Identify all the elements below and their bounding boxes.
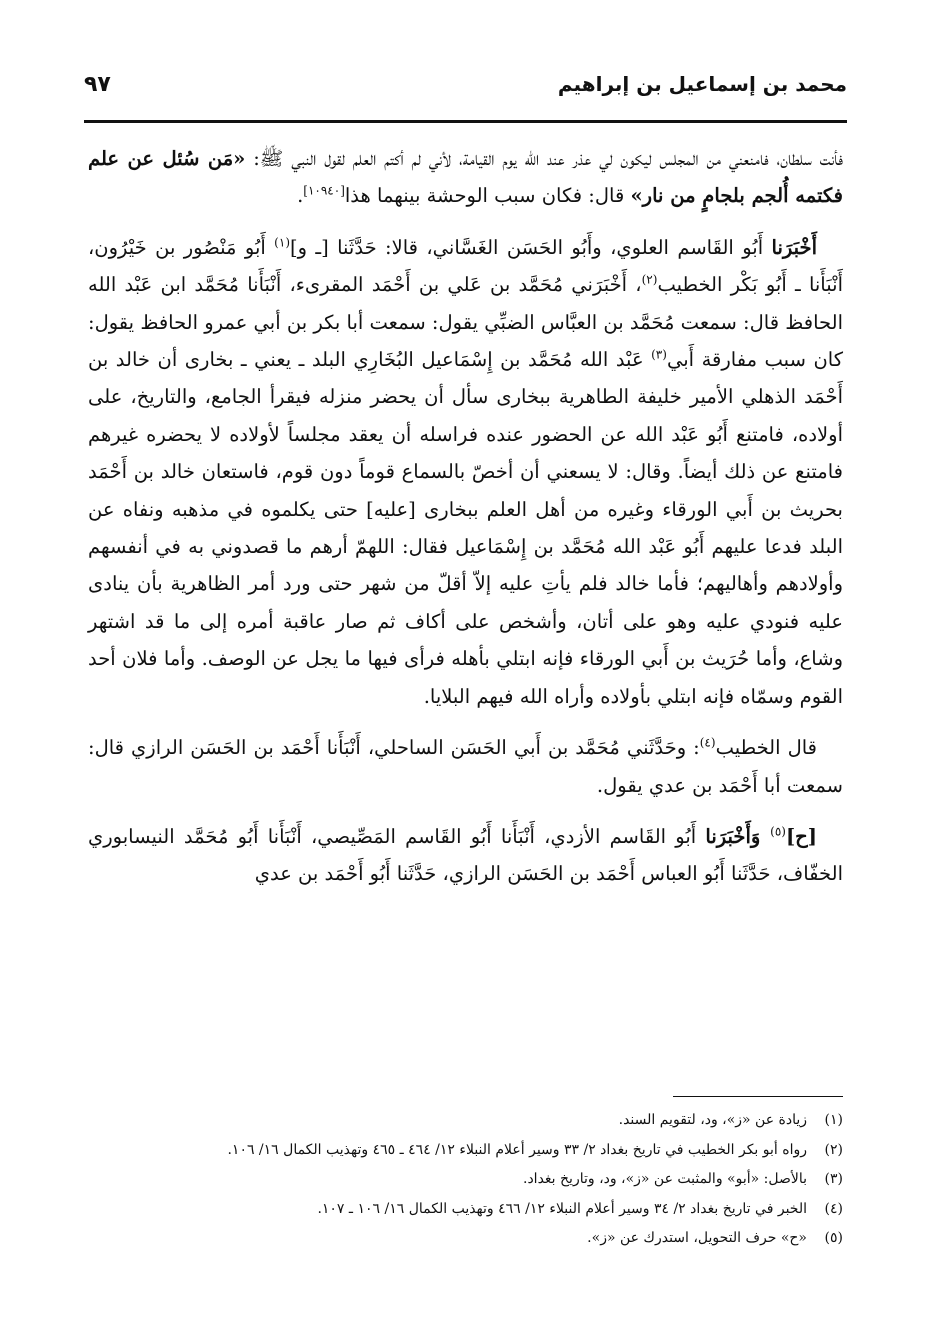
main-text	[88, 140, 843, 893]
text-run: ، أَخْبَرَني مُحَمَّد بن عَلي بن أَحْمَد المقرىء، أَنْبَأَنا مُحَمَّد ابن عَبْد الله الحافظ قال: سمعت مُحَمَّد بن العبَّاس الضبِّي يقول: سمعت أبا بكر بن أبي عمرو الحافظ يقول: كان سبب مفارقة أَبي	[88, 273, 843, 372]
text-run: أَبُو القَاسم العلوي، وأَبُو الحَسَن الغَسَّاني، قالا: حَدَّثَنا [ـ و]	[290, 235, 772, 259]
text-run: أَبُو مَنْصُور بن خَيْرُون، أَنْبَأَنا ـ أَبُو بَكْر الخطيب	[88, 235, 843, 297]
footnote-ref: (٢)	[641, 272, 658, 287]
footnote-text: «ح» حرف التحويل، استدرك عن «ز».	[587, 1230, 807, 1246]
bold-phrase: [ح]	[785, 824, 817, 848]
text-run: فأنت سلطان، فامنعني من المجلس ليكون لي عذر عند الله يوم القيامة، لأني لم أكتم العلم لقول النبي ﷺ:	[245, 147, 843, 170]
text-run: عَبْد الله مُحَمَّد بن إِسْمَاعيل البُخَارِي البلد ـ يعني ـ بخارى أن خالد بن أَحْمَد الذهلي الأمير خليفة الطاهرية ببخارى سأل أن يحضر منزله فيقرأ الجامع، والتاريخ، على أولاده، فامتنع أَبُو عَبْد الله عن الحضور عنده فراسله أن يعقد مجلساً لأولاده لا يحضره غيرهم فامتنع عن ذلك أيضاً. وقال: لا يسعني أن أخصّ بالسماع قوماً دون قوم، فاستعان خالد بن أَحْمَد بحريث بن أَبي الورقاء وغيره من أهل العلم ببخارى [عليه] حتى يكلموه في مذهبه ونفاه عن البلد فدعا عليهم أَبُو عَبْد الله مُحَمَّد بن إِسْمَاعيل فقال: اللهمّ أرهم ما قصدوني به في أنفسهم وأولادهم وأهاليهم؛ فأما خالد فلم يأتِ عليه إلاّ أقلّ من شهر حتى ورد أمر الظاهرية بأن ينادى عليه فنودي عليه وهو على أتان، وأشخص على أكاف ثم صار عاقبة أمره إلى ما قد اشتهر وشاع، وأما حُرَيث بن أَبي الورقاء فإنه ابتلي بأهله فرأى فيها ما يجل عن الوصف. وأما فلان أحد القوم وسمّاه فإنه ابتلي بأولاده وأراه الله فيهم البلايا.	[88, 348, 843, 708]
footnote	[88, 1136, 843, 1166]
footnote-ref: (٥)	[770, 824, 786, 839]
footnote	[88, 1106, 843, 1136]
footnote-number: (٣)	[824, 1171, 843, 1187]
footnote-ref: [١٠٩٤٠]	[303, 183, 345, 198]
text-run: قال: فكان سبب الوحشة بينهما هذا	[344, 184, 631, 208]
text-run: .	[297, 184, 304, 208]
paragraph	[88, 229, 843, 715]
footnote-rule	[673, 1096, 843, 1097]
footnote-number: (٢)	[824, 1141, 843, 1158]
running-head	[84, 64, 847, 104]
footnote-text: بالأصل: «أبو» والمثبت عن «ز»، ود، وتاريخ بغداد.	[523, 1171, 807, 1187]
footnote	[88, 1165, 843, 1195]
footnote-ref: (٤)	[699, 735, 716, 750]
footnote-number: (٤)	[824, 1200, 843, 1217]
paragraph	[88, 729, 843, 804]
page-number: ٩٧	[84, 71, 111, 97]
footnote-number: (٥)	[824, 1230, 843, 1246]
footnote-ref: (١)	[274, 235, 290, 250]
header-rule	[84, 120, 847, 123]
footnotes	[88, 1106, 843, 1254]
text-run: أَبُو القَاسم الأزدي، أَنْبَأَنا أَبُو القَاسم المَصِّيصي، أَنْبَأَنا أَبُو مُحَمَّد النيسابوري الخفّاف، حَدَّثَنا أَبُو العباس أَحْمَد بن الحَسَن الرازي، حَدَّثَنا أَبُو أَحْمَد بن عدي	[88, 824, 843, 886]
footnote	[88, 1195, 843, 1225]
footnote-text: الخبر في تاريخ بغداد ٢/ ٣٤ وسير أعلام النبلاء ١٢/ ٤٦٦ وتهذيب الكمال ١٦/ ١٠٦ ـ ١٠٧.	[317, 1200, 807, 1217]
footnote-text: زيادة عن «ز»، ود، لتقويم السند.	[618, 1112, 807, 1128]
paragraph	[88, 140, 843, 215]
text-run: قال الخطيب	[715, 736, 817, 760]
paragraph	[88, 818, 843, 893]
running-title: محمد بن إسماعيل بن إبراهيم	[557, 72, 847, 96]
footnote-ref: (٣)	[651, 347, 667, 362]
footnote-text: رواه أبو بكر الخطيب في تاريخ بغداد ٢/ ٣٣ وسير أعلام النبلاء ١٢/ ٤٦٤ ـ ٤٦٥ وتهذيب الكمال ١٦/ ١٠٦.	[227, 1141, 807, 1158]
bold-phrase: وَأَخْبَرَنا	[705, 824, 771, 848]
bold-phrase: أَخْبَرَنا	[771, 235, 817, 259]
footnote-number: (١)	[824, 1112, 843, 1128]
footnote	[88, 1224, 843, 1254]
bold-phrase: «مَن سُئل عن علم فكتمه أُلجم بلجامٍ من نار»	[88, 147, 843, 208]
text-run: : وحَدَّثَني مُحَمَّد بن أَبي الحَسَن الساحلي، أَنْبَأَنا أَحْمَد بن الحَسَن الرازي قال: سمعت أبا أَحْمَد بن عدي يقول.	[88, 736, 843, 797]
